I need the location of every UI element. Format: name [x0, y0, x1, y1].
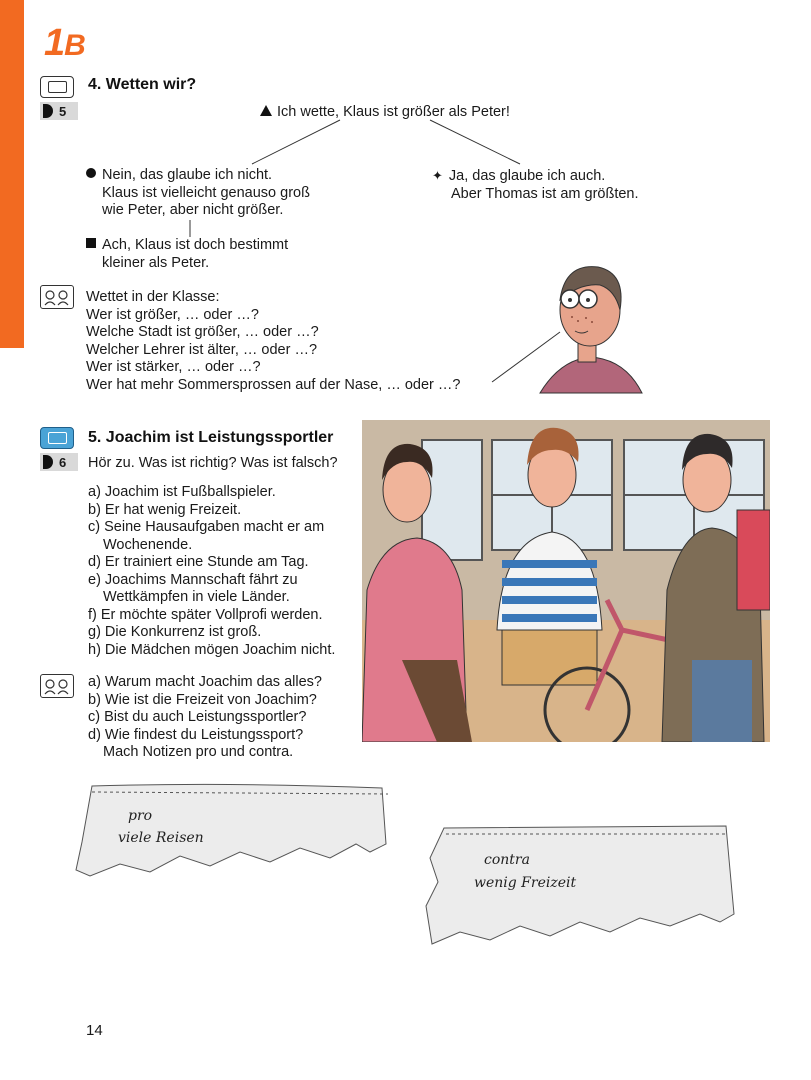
- three-boys-illustration: [362, 420, 770, 742]
- list-item: h) Die Mädchen mögen Joachim nicht.: [88, 641, 336, 658]
- statement-bubble: Ich wette, Klaus ist größer als Peter!: [260, 104, 510, 122]
- list-item: b) Wie ist die Freizeit von Joachim?: [88, 691, 317, 708]
- page-number: 14: [86, 1022, 103, 1039]
- contra-item: wenig Freizeit: [474, 875, 577, 891]
- list-item: d) Wie findest du Leistungssport? Mach Notizen pro und contra.: [88, 726, 304, 760]
- pair-work-icon: [40, 285, 74, 309]
- freckled-boy-illustration: [530, 255, 650, 395]
- reply-disagree: Nein, das glaube ich nicht. Klaus ist vielleicht genauso groß wie Peter, aber nicht größer.: [86, 167, 310, 220]
- pro-title: pro: [128, 808, 153, 824]
- list-item: a) Warum macht Joachim das alles?: [88, 674, 322, 690]
- list-item: f) Er möchte später Vollprofi werden.: [88, 606, 323, 623]
- listening-instruction: Hör zu. Was ist richtig? Was ist falsch?: [88, 455, 338, 471]
- cd-icon: [43, 455, 53, 469]
- pro-item: viele Reisen: [118, 830, 204, 846]
- section5-title: 5. Joachim ist Leistungssportler: [88, 429, 334, 446]
- reply-other: Ach, Klaus ist doch bestimmt kleiner als Peter.: [86, 237, 288, 272]
- circle-bullet-icon: [86, 168, 96, 178]
- class-bet-prompts: Wettet in der Klasse: Wer ist größer, … oder …? Welche Stadt ist größer, … oder …? Welcher Lehrer ist älter, … oder …? Wer ist stärker, … oder …? Wer hat mehr Sommersprossen auf der Nase, … oder …?: [86, 289, 461, 393]
- discussion-questions: [88, 674, 322, 762]
- list-item: e) Joachims Mannschaft fährt zu Wettkämpfen in viele Länder.: [88, 571, 298, 605]
- contra-note-paper: [420, 822, 740, 950]
- list-item: d) Er trainiert eine Stunde am Tag.: [88, 554, 309, 570]
- list-item: c) Seine Hausaufgaben macht er am Wochenende.: [88, 519, 325, 553]
- list-item: g) Die Konkurrenz ist groß.: [88, 624, 262, 640]
- square-bullet-icon: [86, 238, 96, 248]
- star-bullet-icon: ✦: [432, 168, 443, 183]
- list-item: c) Bist du auch Leistungssportler?: [88, 709, 307, 725]
- true-false-list: [88, 484, 335, 659]
- unit-label: 1B: [44, 22, 85, 64]
- list-item: b) Er hat wenig Freizeit.: [88, 501, 242, 518]
- cd-track-badge: 5: [40, 102, 78, 120]
- list-item: a) Joachim ist Fußballspieler.: [88, 484, 276, 500]
- reply-agree: ✦ Ja, das glaube ich auch. Aber Thomas ist am größten.: [432, 168, 639, 202]
- cd-track-badge: 6: [40, 453, 78, 471]
- cassette-icon: [40, 427, 74, 449]
- section4-title: 4. Wetten wir?: [88, 76, 197, 93]
- contra-title: contra: [484, 852, 530, 868]
- pair-work-icon: [40, 674, 74, 698]
